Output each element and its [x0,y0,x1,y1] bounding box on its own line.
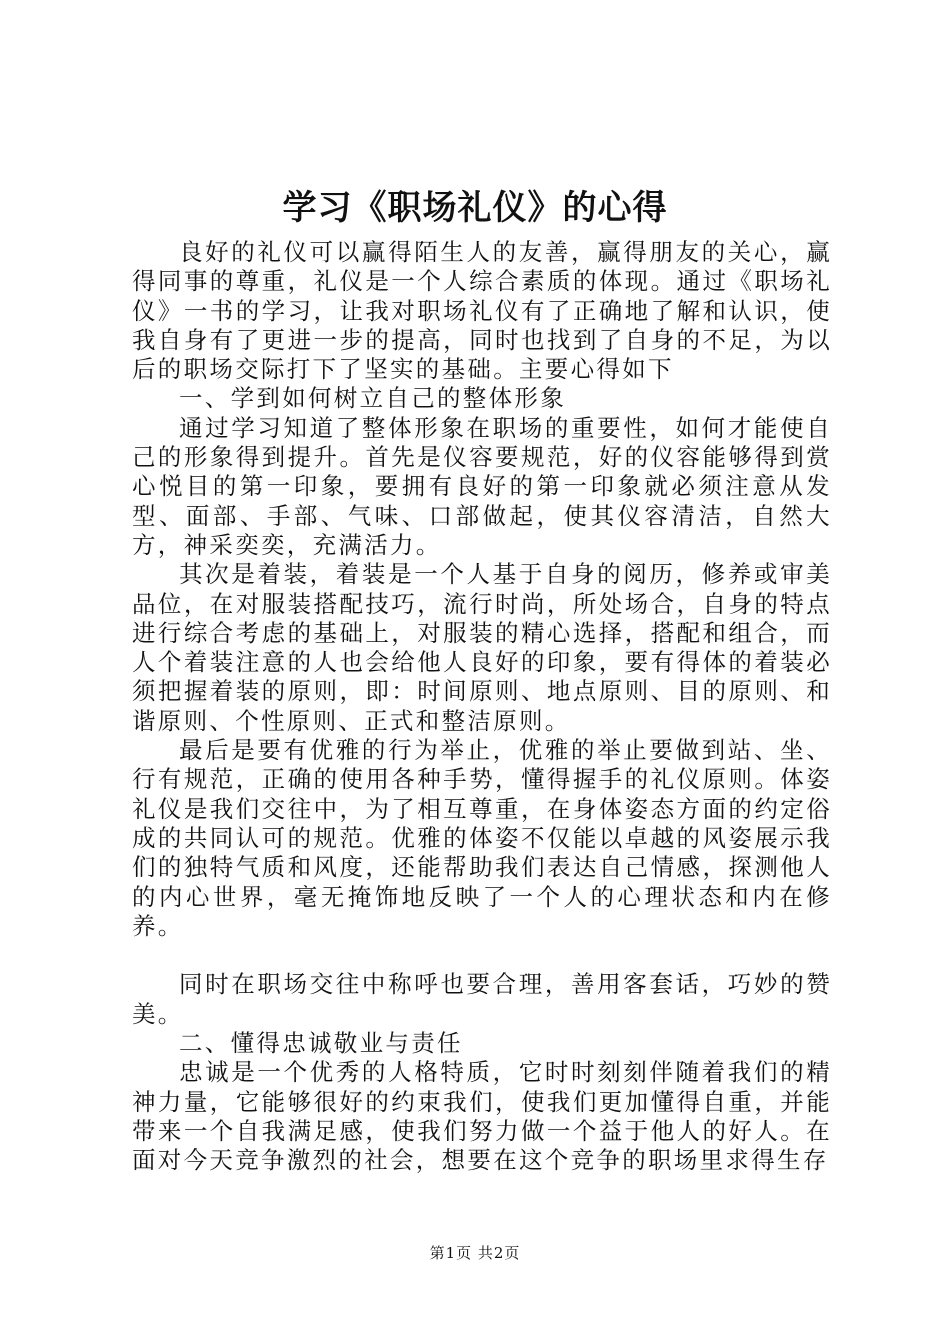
paragraph-behavior: 最后是要有优雅的行为举止，优雅的举止要做到站、坐、行有规范，正确的使用各种手势，懂得握手的礼仪原则。体姿礼仪是我们交往中，为了相互尊重，在身体姿态方面的约定俗成的共同认可的规范。优雅的体姿不仅能以卓越的风姿展示我们的独特气质和风度，还能帮助我们表达自己情感，探测他人的内心世界，毫无掩饰地反映了一个人的心理状态和内在修养。 [132,736,832,940]
section-heading-2: 二、懂得忠诚敬业与责任 [179,1029,463,1058]
document-title: 学习《职场礼仪》的心得 [282,188,668,228]
document-body [132,238,832,1176]
paragraph-intro: 良好的礼仪可以赢得陌生人的友善，赢得朋友的关心，赢得同事的尊重，礼仪是一个人综合素质的体现。通过《职场礼仪》一书的学习，让我对职场礼仪有了正确地了解和认识，使我自身有了更进一步的提高，同时也找到了自身的不足，为以后的职场交际打下了坚实的基础。主要心得如下 [132,238,832,384]
paragraph-attire: 其次是着装，着装是一个人基于自身的阅历，修养或审美品位，在对服装搭配技巧，流行时尚，所处场合，自身的特点进行综合考虑的基础上，对服装的精心选择，搭配和组合，而人个着装注意的人也会给他人良好的印象，要有得体的着装必须把握着装的原则，即：时间原则、地点原则、目的原则、和谐原则、个性原则、正式和整洁原则。 [132,560,832,735]
paragraph-address: 同时在职场交往中称呼也要合理，善用客套话，巧妙的赞美。 [132,970,832,1028]
section-heading-1: 一、学到如何树立自己的整体形象 [179,384,566,413]
page-footer: 第1页 共2页 [429,1244,521,1262]
paragraph-appearance: 通过学习知道了整体形象在职场的重要性，如何才能使自己的形象得到提升。首先是仪容要规范，好的仪容能够得到赏心悦目的第一印象，要拥有良好的第一印象就必须注意从发型、面部、手部、气味、口部做起，使其仪容清洁，自然大方，神采奕奕，充满活力。 [132,413,832,559]
paragraph-loyalty: 忠诚是一个优秀的人格特质，它时时刻刻伴随着我们的精神力量，它能够很好的约束我们，使我们更加懂得自重，并能带来一个自我满足感，使我们努力做一个益于他人的好人。在面对今天竞争激烈的社会，想要在这个竞争的职场里求得生存 [132,1058,832,1175]
